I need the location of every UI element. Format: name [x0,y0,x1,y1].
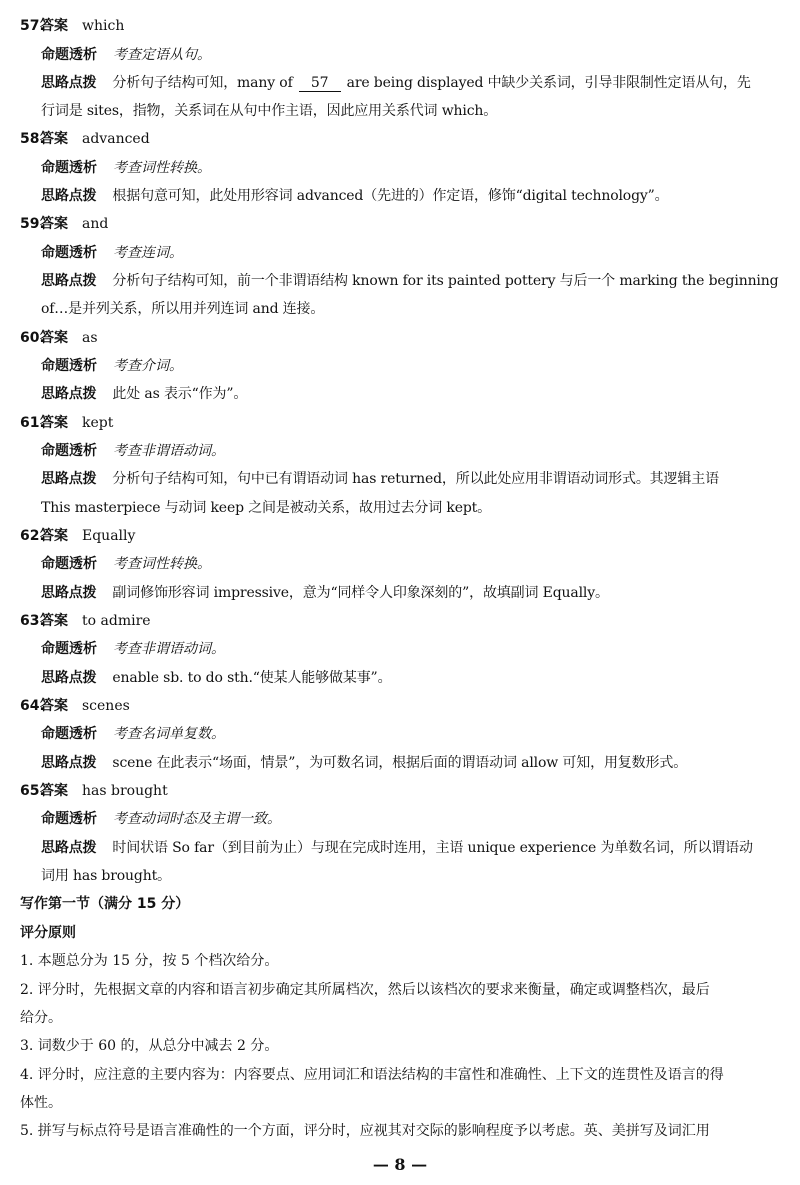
question-60-answer: 60.答案 as [20,330,98,346]
question-60-hint: 思路点拨 此处 as 表示“作为”。 [41,386,248,402]
question-63-analysis: 命题透析 考查非谓语动词。 [41,641,225,657]
question-62-answer: 62.答案 Equally [20,528,136,544]
question-63-hint: 思路点拨 enable sb. to do sth.“使某人能够做某事”。 [41,670,392,686]
page-number: — 8 — [372,1155,428,1174]
question-57-analysis: 命题透析 考查定语从句。 [41,47,211,63]
question-65-hint: 思路点拨 时间状语 So far（到目前为止）与现在完成时连用，主语 unique experience 为单数名词，所以谓语动 [41,840,753,856]
question-61-hint: 思路点拨 分析句子结构可知，句中已有谓语动词 has returned，所以此处应用非谓语动词形式。其逻辑主语 [41,471,719,487]
question-60-analysis: 命题透析 考查介词。 [41,358,183,374]
question-57-answer: 57.答案 which [20,18,125,34]
question-62-analysis: 命题透析 考查词性转换。 [41,556,211,572]
question-63-answer: 63.答案 to admire [20,613,151,629]
blank-number: 57 [299,76,341,92]
question-58-hint: 思路点拨 根据句意可知，此处用形容词 advanced（先进的）作定语，修饰“digital technology”。 [41,188,669,204]
question-64-answer: 64.答案 scenes [20,698,130,714]
question-58-answer: 58.答案 advanced [20,131,150,147]
question-59-hint: 思路点拨 分析句子结构可知，前一个非谓语结构 known for its painted pottery 与后一个 marking the beginning [41,273,779,289]
question-64-hint: 思路点拨 scene 在此表示“场面，情景”，为可数名词，根据后面的谓语动词 allow 可知，用复数形式。 [41,755,688,771]
principle-item: 2. 评分时，先根据文章的内容和语言初步确定其所属档次，然后以该档次的要求来衡量，确定或调整档次，最后 [20,982,710,998]
question-65-answer: 65.答案 has brought [20,783,168,799]
principle-item: 3. 词数少于 60 的，从总分中减去 2 分。 [20,1038,279,1054]
principle-item: 4. 评分时，应注意的主要内容为：内容要点、应用词汇和语法结构的丰富性和准确性、上下文的连贯性及语言的得 [20,1067,724,1083]
question-61-analysis: 命题透析 考查非谓语动词。 [41,443,225,459]
question-62-hint: 思路点拨 副词修饰形容词 impressive，意为“同样令人印象深刻的”，故填副词 Equally。 [41,585,609,601]
principle-item-cont: 体性。 [20,1095,62,1111]
scoring-principles-title: 评分原则 [20,925,76,941]
question-61-answer: 61.答案 kept [20,415,114,431]
question-59-hint-cont: of…是并列关系，所以用并列连词 and 连接。 [41,301,325,317]
principle-item-cont: 给分。 [20,1010,62,1026]
question-57-hint-cont: 行词是 sites，指物，关系词在从句中作主语，因此应用关系代词 which。 [41,103,498,119]
question-61-hint-cont: This masterpiece 与动词 keep 之间是被动关系，故用过去分词 kept。 [41,500,491,516]
question-59-answer: 59.答案 and [20,216,109,232]
writing-section-title: 写作第一节（满分 15 分） [20,896,190,912]
question-65-hint-cont: 词用 has brought。 [41,868,171,884]
question-65-analysis: 命题透析 考查动词时态及主谓一致。 [41,811,281,827]
question-64-analysis: 命题透析 考查名词单复数。 [41,726,225,742]
question-59-analysis: 命题透析 考查连词。 [41,245,183,261]
principle-item: 5. 拼写与标点符号是语言准确性的一个方面，评分时，应视其对交际的影响程度予以考虑。英、美拼写及词汇用 [20,1123,710,1139]
principle-item: 1. 本题总分为 15 分，按 5 个档次给分。 [20,953,279,969]
question-57-hint: 思路点拨 分析句子结构可知，many of 57 are being displayed 中缺少关系词，引导非限制性定语从句，先 [41,75,751,91]
question-58-analysis: 命题透析 考查词性转换。 [41,160,211,176]
